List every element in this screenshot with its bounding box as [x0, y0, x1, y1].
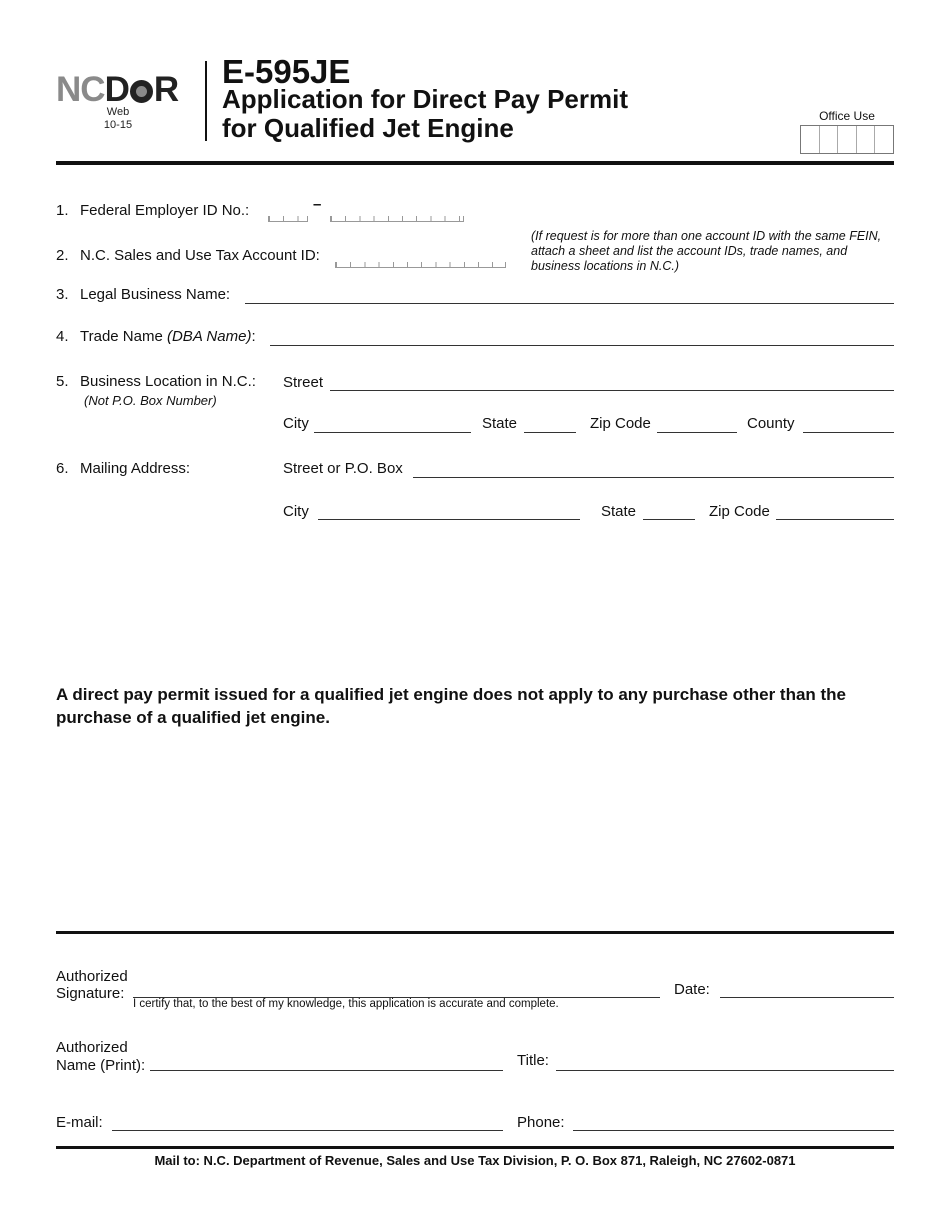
fein-label: Federal Employer ID No.:	[80, 202, 250, 219]
date-input[interactable]	[720, 997, 894, 998]
business-county-input[interactable]	[803, 432, 894, 433]
phone-input[interactable]	[573, 1130, 894, 1131]
header-rule	[56, 161, 894, 165]
office-use-label: Office Use	[819, 109, 875, 123]
mailing-city-input[interactable]	[318, 519, 580, 520]
form-title-line1: Application for Direct Pay Permit	[222, 84, 628, 114]
ncdor-logo: NCD R	[56, 70, 179, 109]
title-label: Title:	[517, 1052, 549, 1069]
legal-name-input[interactable]	[245, 303, 894, 304]
fein-prefix-input[interactable]	[268, 216, 308, 222]
fein-suffix-input[interactable]	[330, 216, 464, 222]
business-city-input[interactable]	[314, 432, 471, 433]
mailing-zip-input[interactable]	[776, 519, 894, 520]
logo-circle-icon	[130, 80, 153, 103]
date-label: Date:	[674, 981, 710, 998]
email-label: E-mail:	[56, 1114, 103, 1131]
phone-label: Phone:	[517, 1114, 565, 1131]
office-use-box	[800, 125, 894, 154]
business-street-input[interactable]	[330, 390, 894, 391]
certification-text: I certify that, to the best of my knowledge, this application is accurate and complete.	[133, 998, 559, 1010]
mailing-state-input[interactable]	[643, 519, 695, 520]
account-note: (If request is for more than one account ID with the same FEIN, attach a sheet and list the account IDs, trade names, and business locations in N.C.)	[531, 229, 882, 273]
header-divider	[205, 61, 207, 141]
print-name-label: Name (Print):	[56, 1057, 146, 1074]
mail-to-address: Mail to: N.C. Department of Revenue, Sales and Use Tax Division, P. O. Box 871, Raleigh, NC 27602-0871	[154, 1153, 796, 1168]
form-version: Web 10-15	[103, 106, 133, 131]
title-input[interactable]	[556, 1070, 894, 1071]
mailing-street-input[interactable]	[413, 477, 894, 478]
footer-rule	[56, 1146, 894, 1149]
legal-name-label: Legal Business Name:	[80, 286, 231, 303]
email-input[interactable]	[112, 1130, 503, 1131]
form-title-line2: for Qualified Jet Engine	[222, 113, 514, 143]
trade-name-input[interactable]	[270, 345, 894, 346]
permit-statement: A direct pay permit issued for a qualified jet engine does not apply to any purchase other than the purchase of a qualified jet engine.	[56, 685, 847, 727]
tax-account-input[interactable]	[335, 262, 506, 268]
business-location-label: Business Location in N.C.:	[80, 373, 256, 390]
print-name-input[interactable]	[150, 1070, 503, 1071]
form-number: E-595JE	[222, 53, 351, 90]
business-state-input[interactable]	[524, 432, 576, 433]
business-zip-input[interactable]	[657, 432, 737, 433]
tax-account-label: N.C. Sales and Use Tax Account ID:	[80, 247, 320, 264]
trade-name-label: Trade Name (DBA Name):	[80, 328, 256, 345]
signature-label: Signature:	[56, 985, 125, 1002]
mailing-address-label: Mailing Address:	[80, 460, 191, 477]
fein-dash: –	[313, 196, 322, 213]
business-location-note: (Not P.O. Box Number)	[84, 393, 217, 408]
signature-rule	[56, 931, 894, 934]
